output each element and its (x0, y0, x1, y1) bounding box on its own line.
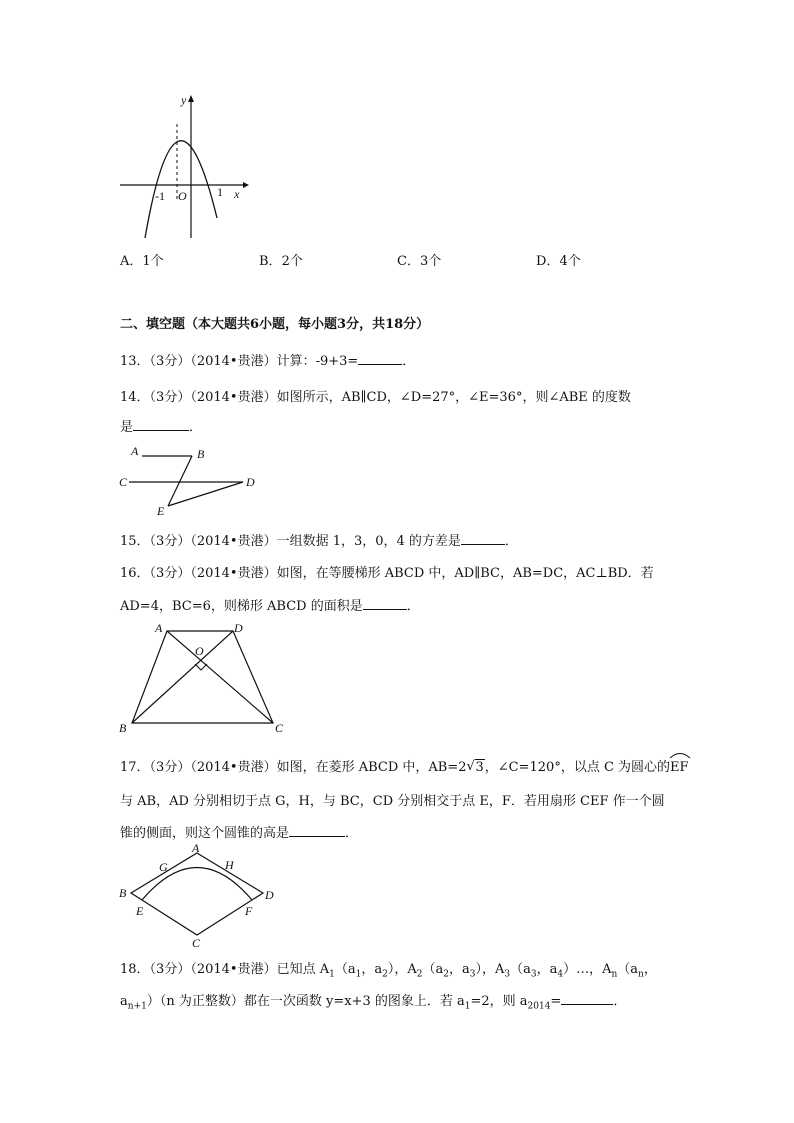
q18-seg: 18．（3分）（2014•贵港）已知点 A (120, 962, 330, 977)
q18-seg: （a (422, 962, 444, 977)
option-a-text: 1个 (142, 254, 164, 269)
question-17-line2: 与 AB，AD 分别相切于点 G，H，与 BC，CD 分别相交于点 E，F．若用扇形 CEF 作一个圆 (120, 794, 665, 809)
rhombus-abcd (131, 853, 263, 935)
fig14-label-a: A (131, 444, 139, 458)
q18-sub: 3 (530, 969, 537, 980)
question-16-line1: 16．（3分）（2014•贵港）如图，在等腰梯形 ABCD 中，AD∥BC，AB=DC，AC⊥BD．若 (120, 566, 654, 581)
fig17-label-e: E (136, 904, 144, 918)
option-b-letter: B． (259, 254, 282, 269)
q16-line2-text: AD=4，BC=6，则梯形 ABCD 的面积是 (120, 599, 363, 614)
question-13 (120, 350, 415, 369)
question-17-line3 (120, 822, 358, 841)
q18-sub: 2 (416, 969, 423, 980)
parabola-graph (115, 92, 255, 242)
q18-seg: （a (334, 962, 356, 977)
option-b (259, 250, 303, 269)
fig17-label-a: A (192, 841, 200, 855)
q18-seg: （a (617, 962, 639, 977)
q18-sub: 3 (504, 969, 511, 980)
q18-seg: ），A (475, 962, 505, 977)
question-18-line1 (120, 958, 657, 980)
q18-sub: n (611, 969, 618, 980)
q17-line3-text: 锥的侧面，则这个圆锥的高是 (120, 826, 290, 841)
q18-sub: 1 (355, 969, 362, 980)
option-a-letter: A． (120, 254, 143, 269)
q14-line2-text: 是 (120, 420, 134, 435)
option-d-letter: D． (536, 254, 560, 269)
q17-end: ． (345, 826, 359, 841)
fig16-label-b: B (119, 721, 127, 735)
figure-14 (115, 442, 265, 522)
fig14-label-d: D (246, 475, 255, 489)
q18-seg: =2，则 a (470, 994, 528, 1009)
fig17-label-d: D (265, 888, 274, 902)
question-15 (120, 530, 518, 549)
graph-neg-one-label: -1 (155, 189, 165, 203)
q15-text: 15．（3分）（2014•贵港）一组数据 1，3，0，4 的方差是 (120, 534, 461, 549)
fig16-label-o: O (195, 644, 204, 658)
q18-seg: ），A (387, 962, 417, 977)
q18-seg: a (120, 994, 128, 1009)
q16-end: ． (406, 599, 420, 614)
q14-blank (133, 418, 189, 431)
fig14-label-e: E (157, 504, 165, 518)
fig16-label-a: A (155, 621, 163, 635)
option-c-text: 3个 (419, 254, 442, 269)
q18-seg: = (550, 994, 562, 1009)
question-16-line2 (120, 595, 420, 614)
question-18-line2 (120, 990, 627, 1012)
q18-seg: ， (643, 962, 657, 977)
fig17-label-g: G (159, 860, 168, 874)
q18-seg: ，a (448, 962, 470, 977)
q18-sub: 4 (557, 969, 564, 980)
q18-seg: ）…，A (563, 962, 612, 977)
q17-blank (289, 824, 345, 837)
q18-seg: ，a (536, 962, 558, 977)
fig16-label-d: D (234, 621, 243, 635)
option-d (536, 250, 581, 269)
q17-pre: 17．（3分）（2014•贵港）如图，在菱形 ABCD 中，AB=2 (120, 760, 467, 775)
q17-arc-label: EF (670, 760, 689, 775)
line-be (168, 456, 192, 506)
line-ed (168, 482, 243, 506)
arc-ef (670, 760, 689, 775)
question-14-line2 (120, 416, 202, 435)
fig17-label-f: F (245, 904, 253, 918)
q18-sub: n (638, 969, 644, 980)
option-c (397, 250, 441, 269)
q14-end: ． (189, 420, 203, 435)
section-title: 二、填空题（本大题共6小题，每小题3分，共18分） (120, 317, 430, 332)
sqrt-3: √ 3 (466, 759, 484, 775)
fig14-label-c: C (119, 475, 128, 489)
q18-sub: 2 (443, 969, 449, 980)
q18-seg: ，a (361, 962, 383, 977)
option-b-text: 2个 (281, 254, 303, 269)
q18-seg: ）（n 为正整数）都在一次函数 y=x+3 的图象上．若 a (146, 994, 465, 1009)
figure-17 (115, 843, 285, 953)
option-a (120, 250, 164, 269)
y-axis-arrow-icon (188, 95, 194, 102)
q18-sub: 2 (382, 969, 388, 980)
q18-seg: （a (510, 962, 531, 977)
graph-x-label: x (234, 187, 240, 201)
fig17-label-b: B (119, 886, 127, 900)
q18-sub: 2014 (527, 1001, 551, 1012)
fig16-label-c: C (275, 721, 284, 735)
option-c-letter: C． (397, 254, 420, 269)
q15-blank (461, 532, 505, 545)
q13-blank (358, 352, 402, 365)
fig14-label-b: B (197, 447, 205, 461)
q17-mid: ，∠C=120°，以点 C 为圆心的 (484, 760, 671, 775)
graph-y-label: y (181, 93, 187, 107)
option-d-text: 4个 (559, 254, 581, 269)
fig17-label-c: C (192, 936, 201, 950)
q18-blank (561, 992, 613, 1005)
question-14-line1: 14．（3分）（2014•贵港）如图所示，AB∥CD，∠D=27°，∠E=36°，则∠ABE 的度数 (120, 390, 631, 405)
question-17-line1 (120, 756, 689, 775)
q15-end: ． (504, 534, 518, 549)
q13-end: ． (402, 354, 416, 369)
q18-sub: n+1 (127, 1001, 147, 1012)
q13-text: 13．（3分）（2014•贵港）计算：-9+3= (120, 354, 359, 369)
q18-sub: 1 (464, 1001, 471, 1012)
q18-sub: 1 (329, 969, 335, 980)
graph-origin-label: O (178, 189, 187, 203)
q17-sqrt-value: 3 (475, 760, 484, 775)
q18-sub: 3 (469, 969, 476, 980)
fig17-label-h: H (225, 858, 234, 872)
graph-pos-one-label: 1 (217, 185, 223, 199)
x-axis-arrow-icon (243, 182, 249, 188)
q16-blank (363, 597, 407, 610)
figure-16 (115, 620, 295, 738)
q18-end: ． (613, 994, 627, 1009)
